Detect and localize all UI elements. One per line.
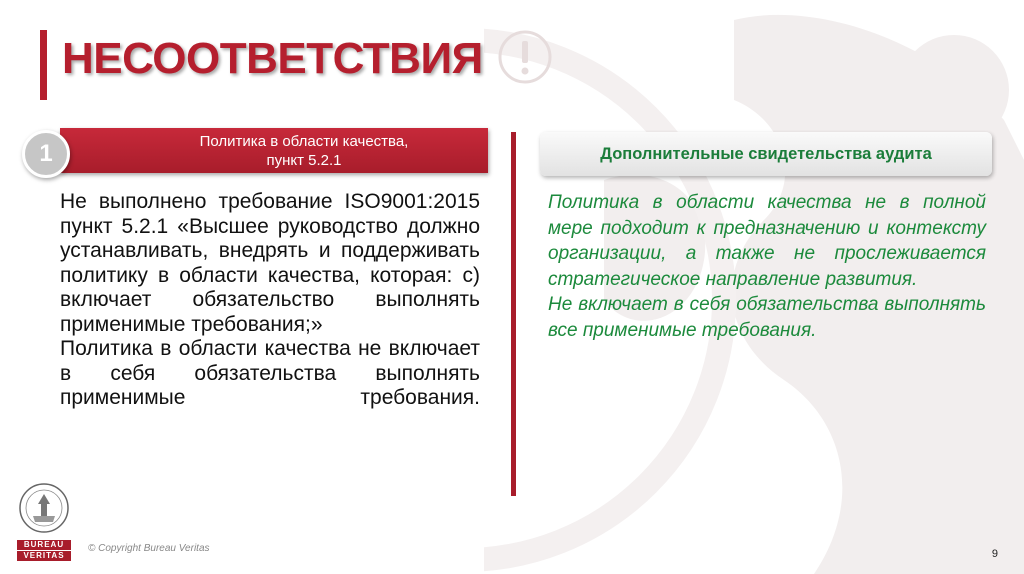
header-line-2: пункт 5.2.1 <box>266 151 342 169</box>
nonconformity-description <box>60 190 480 411</box>
evidence-description <box>548 190 986 344</box>
evidence-header: Дополнительные свидетельства аудита <box>540 132 992 176</box>
copyright-text: © Copyright Bureau Veritas <box>88 543 210 554</box>
logo-line-2: VERITAS <box>17 551 71 561</box>
header-line-1: Политика в области качества, <box>199 132 409 150</box>
exclamation-icon <box>496 28 554 86</box>
item-number-badge: 1 <box>22 130 70 178</box>
page-number: 9 <box>991 548 998 560</box>
finding-paragraph: Политика в области качества не включает в себя обязательства выполнять применимые требования. <box>60 337 480 409</box>
logo-line-1: BUREAU <box>17 540 71 550</box>
title-accent-bar <box>40 30 47 100</box>
logo-wordmark <box>17 540 71 562</box>
column-divider <box>511 132 516 496</box>
requirement-paragraph: Не выполнено требование ISO9001:2015 пункт 5.2.1 «Высшее руководство должно устанавливать, внедрять и поддерживать политику в области качества, которая: c) включает обязательство выполнять применимые требования;» <box>60 190 480 336</box>
nonconformity-header <box>60 128 488 173</box>
evidence-paragraph-2: Не включает в себя обязательства выполнять все применимые требования. <box>548 294 986 341</box>
page-title: НЕСООТВЕТСТВИЯ <box>62 34 483 83</box>
evidence-paragraph-1: Политика в области качества не в полной мере подходит к предназначению и контексту организации, а также не прослеживается стратегическое направление развития. <box>548 192 986 290</box>
